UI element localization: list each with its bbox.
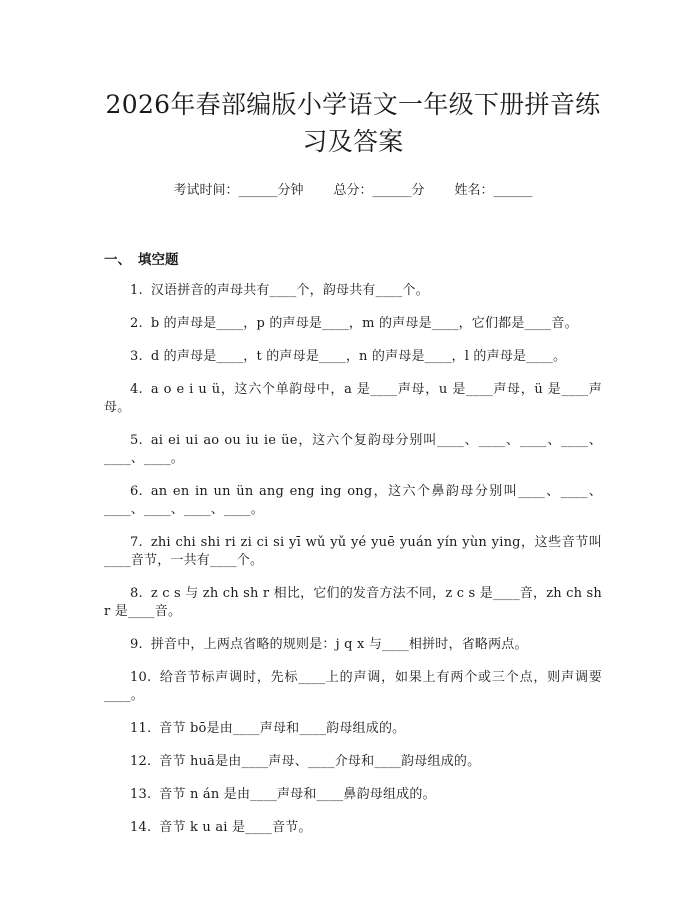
section-title: 填空题 bbox=[138, 252, 179, 268]
question-number: 2. bbox=[130, 316, 143, 331]
question-item bbox=[104, 483, 602, 519]
question-number: 4. bbox=[130, 382, 143, 397]
question-number: 10. bbox=[130, 670, 152, 685]
question-number: 11. bbox=[130, 721, 152, 736]
question-text: 给音节标声调时，先标____上的声调，如果上有两个或三个点，则声调要____。 bbox=[104, 670, 602, 703]
exam-time: 考试时间：______分钟 bbox=[173, 183, 304, 198]
question-text: zhi chi shi ri zi ci si yī wǔ yǔ yé yuē yuán yín yùn ying，这些音节叫____音节，一共有____个。 bbox=[104, 535, 602, 568]
question-item bbox=[104, 381, 602, 417]
question-item bbox=[104, 585, 602, 621]
question-text: 拼音中，上两点省略的规则是：j q x 与____相拼时，省略两点。 bbox=[150, 637, 528, 652]
question-text: z c s 与 zh ch sh r 相比，它们的发音方法不同，z c s 是____音，zh ch sh r 是____音。 bbox=[104, 586, 602, 619]
question-item bbox=[104, 282, 602, 300]
question-item bbox=[104, 753, 602, 771]
question-item bbox=[104, 636, 602, 654]
question-list bbox=[104, 282, 602, 837]
question-item bbox=[104, 432, 602, 468]
question-item bbox=[104, 786, 602, 804]
question-text: 汉语拼音的声母共有____个，韵母共有____个。 bbox=[150, 283, 429, 298]
question-item bbox=[104, 348, 602, 366]
question-item bbox=[104, 669, 602, 705]
question-text: d 的声母是____，t 的声母是____，n 的声母是____，l 的声母是____。 bbox=[150, 349, 567, 364]
question-text: a o e i u ü，这六个单韵母中，a 是____声母，u 是____声母，ü 是____声母。 bbox=[104, 382, 602, 415]
question-text: 音节 k u ai 是____音节。 bbox=[159, 820, 312, 835]
exam-name: 姓名：______ bbox=[454, 183, 533, 198]
question-number: 12. bbox=[130, 754, 152, 769]
question-number: 7. bbox=[130, 535, 143, 550]
question-text: ai ei ui ao ou iu ie üe，这六个复韵母分别叫____、____、____、____、____、____。 bbox=[104, 433, 602, 466]
question-number: 6. bbox=[130, 484, 143, 499]
question-number: 3. bbox=[130, 349, 143, 364]
question-text: 音节 n án 是由____声母和____鼻韵母组成的。 bbox=[159, 787, 436, 802]
question-text: 音节 bō是由____声母和____韵母组成的。 bbox=[159, 721, 406, 736]
question-item bbox=[104, 819, 602, 837]
question-number: 5. bbox=[130, 433, 143, 448]
question-number: 13. bbox=[130, 787, 152, 802]
question-number: 9. bbox=[130, 637, 143, 652]
exam-total-score: 总分：______分 bbox=[333, 183, 425, 198]
question-number: 8. bbox=[130, 586, 143, 601]
question-text: b 的声母是____，p 的声母是____，m 的声母是____，它们都是____音。 bbox=[150, 316, 578, 331]
question-text: an en in un ün ang eng ing ong，这六个鼻韵母分别叫____、____、____、____、____、____。 bbox=[104, 484, 602, 517]
question-item bbox=[104, 720, 602, 738]
section-heading bbox=[104, 248, 602, 268]
question-text: 音节 huā是由____声母、____介母和____韵母组成的。 bbox=[159, 754, 481, 769]
exam-info bbox=[104, 182, 602, 200]
question-item bbox=[104, 534, 602, 570]
document-title: 2026年春部编版小学语文一年级下册拼音练习及答案 bbox=[105, 90, 601, 156]
question-item bbox=[104, 315, 602, 333]
question-number: 14. bbox=[130, 820, 152, 835]
question-number: 1. bbox=[130, 283, 143, 298]
section-number: 一、 bbox=[104, 252, 131, 268]
